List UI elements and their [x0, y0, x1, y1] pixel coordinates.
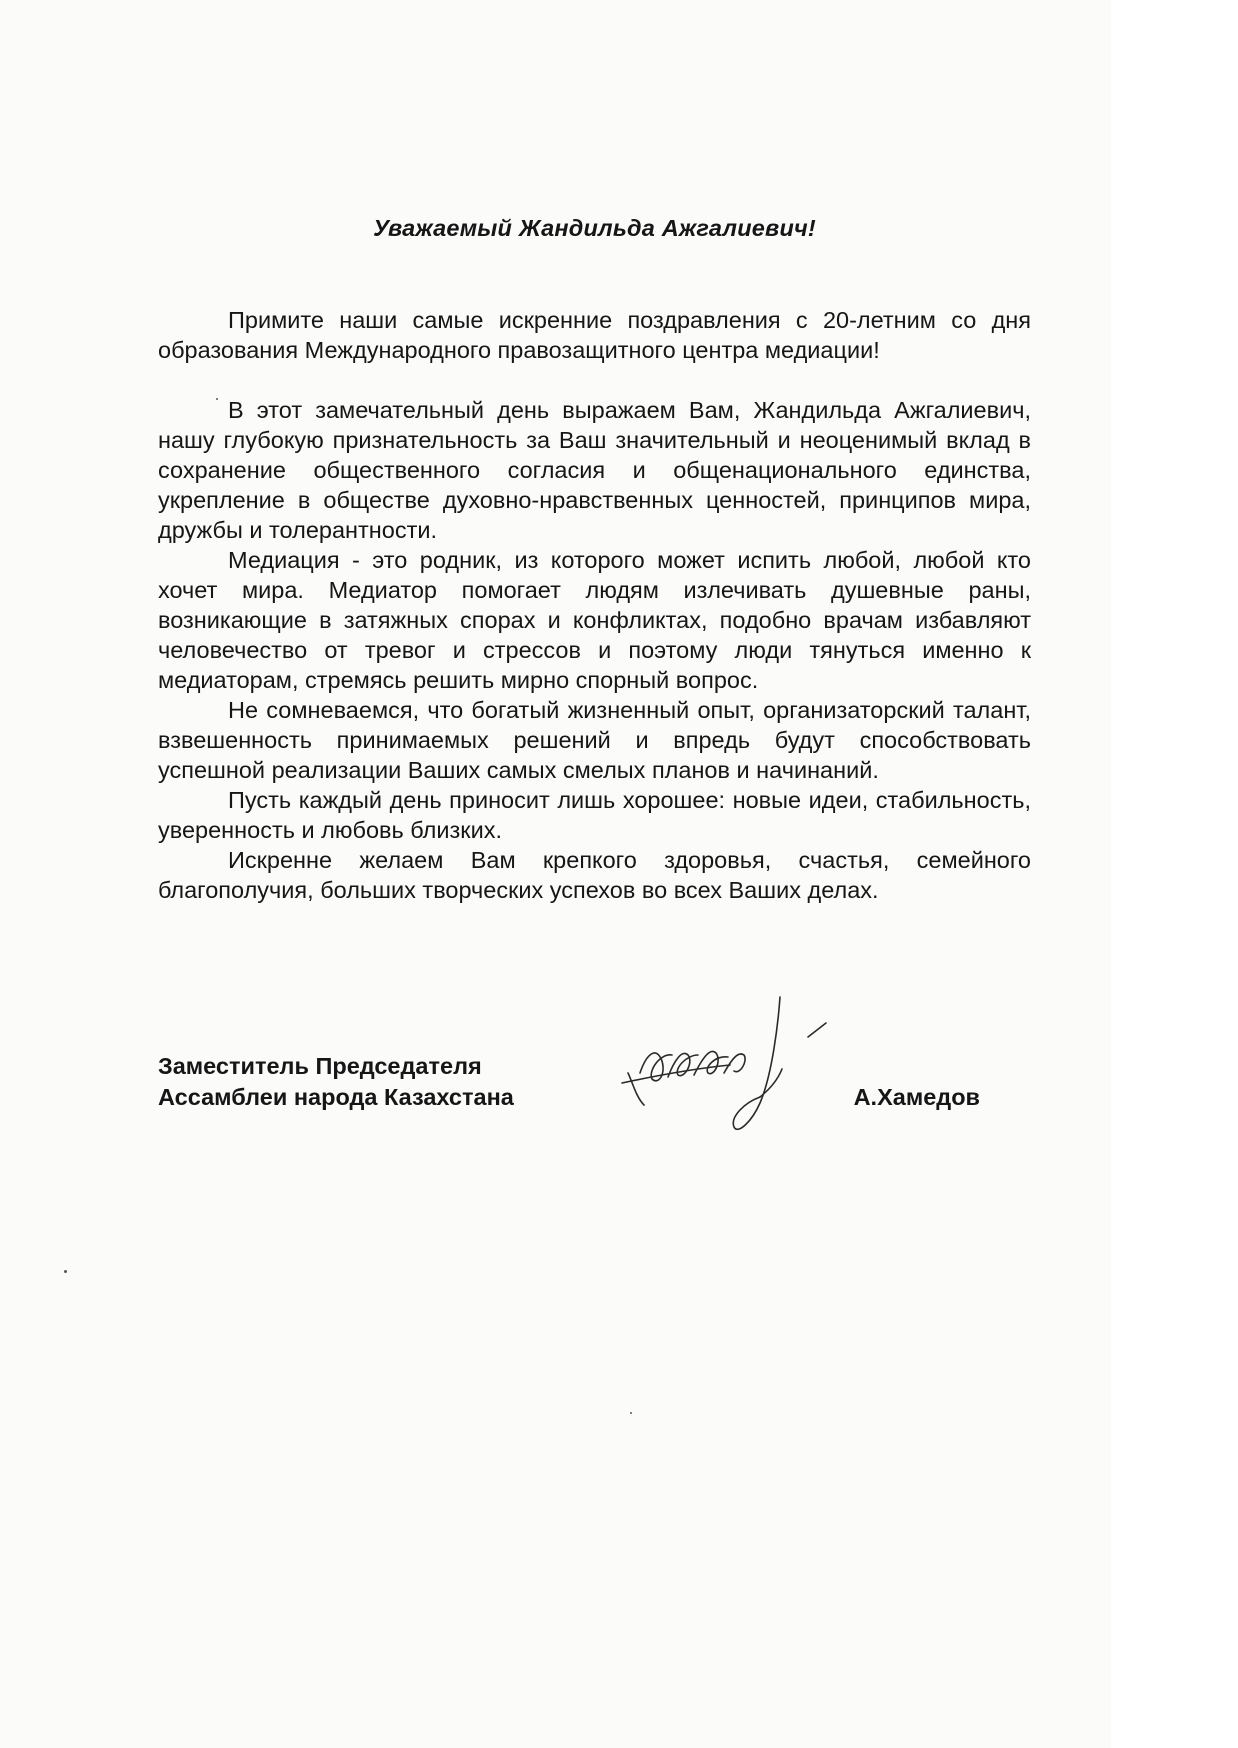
paragraph-congratulation: Примите наши самые искренние поздравления с 20-летним со дня образования Международного правозащитного центра медиации! [158, 307, 1031, 363]
signatory-title-line1: Заместитель Председателя [158, 1053, 482, 1079]
paragraph-wishes-health: Искренне желаем Вам крепкого здоровья, счастья, семейного благополучия, больших творческих успехов во всех Ваших делах. [158, 847, 1031, 903]
scan-speck [216, 398, 218, 400]
scan-speck [630, 1412, 632, 1414]
signatory-title-line2: Ассамблеи народа Казахстана [158, 1084, 514, 1110]
scan-speck [64, 1270, 67, 1273]
letter-body [158, 305, 1031, 905]
paragraph-gratitude: В этот замечательный день выражаем Вам, Жандильда Ажгалиевич, нашу глубокую признательность за Ваш значительный и неоценимый вклад в сохранение общественного согласия и общенационального единства, укрепление в обществе духовно-нравственных ценностей, принципов мира, дружбы и толерантности. [158, 397, 1031, 543]
paragraph-confidence: Не сомневаемся, что богатый жизненный опыт, организаторский талант, взвешенность принимаемых решений и впредь будут способствовать успешной реализации Ваших самых смелых планов и начинаний. [158, 697, 1031, 783]
handwritten-signature-icon [610, 985, 840, 1145]
paragraph-wishes-day: Пусть каждый день приносит лишь хорошее: новые идеи, стабильность, уверенность и любовь близких. [158, 787, 1031, 843]
salutation: Уважаемый Жандильда Ажгалиевич! [373, 215, 816, 241]
signature-block [158, 1051, 1031, 1151]
paragraph-mediation: Медиация - это родник, из которого может испить любой, любой кто хочет мира. Медиатор помогает людям излечивать душевные раны, возникающие в затяжных спорах и конфликтах, подобно врачам избавляют человечество от тревог и стрессов и поэтому люди тянуться именно к медиаторам, стремясь решить мирно спорный вопрос. [158, 547, 1031, 693]
signatory-name: А.Хамедов [853, 1084, 980, 1110]
signatory-title [158, 1051, 514, 1113]
